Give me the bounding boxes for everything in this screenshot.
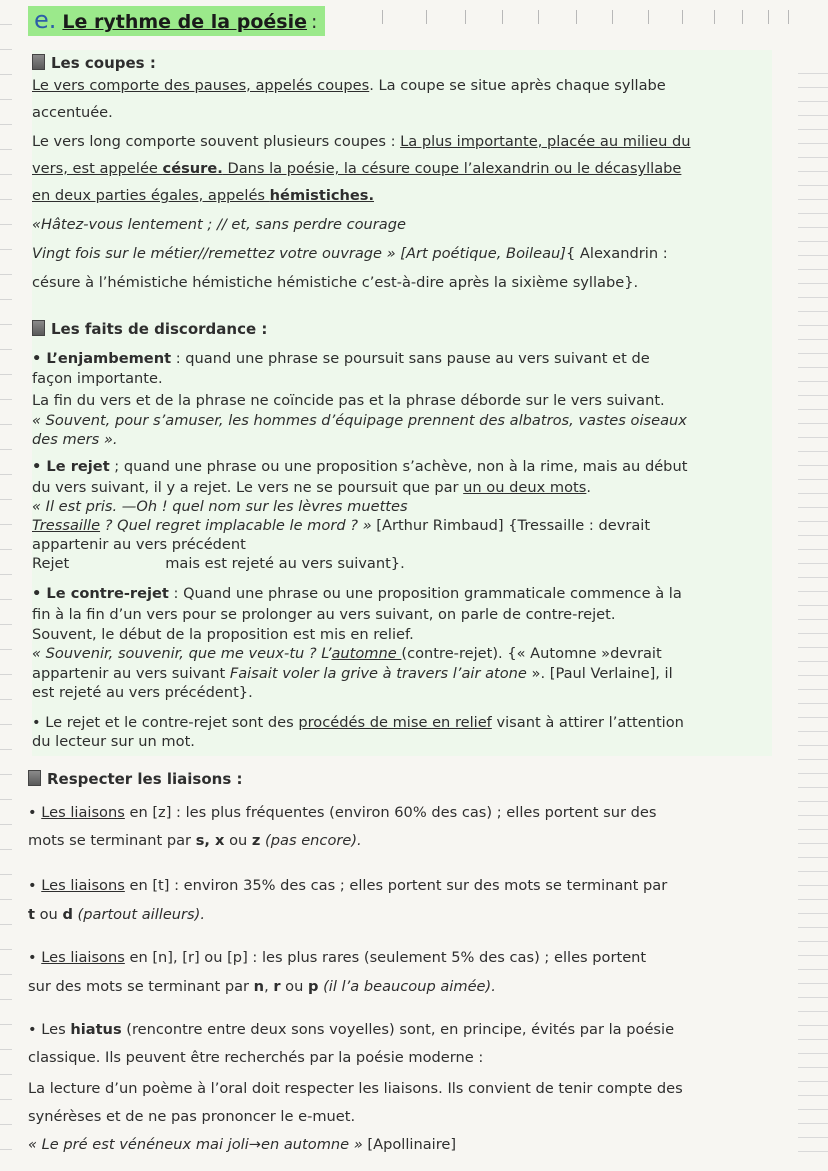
contre-rejet-line-3: Souvent, le début de la proposition est mis en relief. [32,626,414,643]
quote-boileau-1: «Hâtez-vous lentement ; // et, sans perdre courage [32,216,406,233]
enjambement-line-4: « Souvent, pour s’amuser, les hommes d’équipage prennent des albatros, vastes oiseaux [32,412,687,429]
coupes-heading: Les coupes : [32,54,156,72]
liaison-n-line-2: sur des mots se terminant par n, r ou p (il l’a beaucoup aimée). [28,978,496,995]
coupes-line-2: accentuée. [32,104,113,121]
rejet-line-6: Rejet mais est rejeté au vers suivant}. [32,555,405,572]
title-text: Le rythme de la poésie [62,11,307,33]
rejet-line-4: Tressaille ? Quel regret implacable le mord ? » [Arthur Rimbaud] {Tressaille : devrait [32,517,651,534]
title-letter: e. [34,6,57,34]
coupes-line-3: Le vers long comporte souvent plusieurs coupes : La plus importante, placée au milieu du [32,133,691,150]
coupes-line-5: en deux parties égales, appelés hémistiches. [32,187,375,204]
bullet-square-icon [32,54,45,70]
enjambement-line-1: • L’enjambement : quand une phrase se poursuit sans pause au vers suivant et de [32,350,650,367]
liaisons-section [28,764,776,1164]
hiatus-line-5: « Le pré est vénéneux mai joli→en automne » [Apollinaire] [28,1136,457,1153]
rejet-line-3: « Il est pris. —Oh ! quel nom sur les lèvres muettes [32,498,408,515]
hiatus-line-3: La lecture d’un poème à l’oral doit respecter les liaisons. Ils convient de tenir compte des [28,1080,683,1097]
bullet-square-icon [32,320,45,336]
enjambement-line-2: façon importante. [32,370,163,387]
rejet-line-1: • Le rejet ; quand une phrase ou une proposition s’achève, non à la rime, mais au début [32,458,688,475]
contre-rejet-line-5: appartenir au vers suivant Faisait voler la grive à travers l’air atone ». [Paul Verlaine], il [32,665,673,682]
top-ruler [330,6,808,28]
contre-rejet-line-2: fin à la fin d’un vers pour se prolonger au vers suivant, on parle de contre-rejet. [32,606,616,623]
quote-boileau-3: césure à l’hémistiche hémistiche hémistiche c’est-à-dire après la sixième syllabe}. [32,274,639,291]
hiatus-line-2: classique. Ils peuvent être recherchés par la poésie moderne : [28,1049,484,1066]
coupes-line-1: Le vers comporte des pauses, appelés coupes. La coupe se situe après chaque syllabe [32,77,666,94]
hiatus-line-4: synérèses et de ne pas prononcer le e-muet. [28,1108,356,1125]
contre-rejet-line-1: • Le contre-rejet : Quand une phrase ou une proposition grammaticale commence à la [32,585,682,602]
liaisons-heading: Respecter les liaisons : [28,770,243,788]
coupes-line-4: vers, est appelée césure. Dans la poésie, la césure coupe l’alexandrin ou le décasyllabe [32,160,682,177]
right-margin-lines [798,60,828,1160]
highlighted-section [32,50,772,756]
bullet-square-icon [28,770,41,786]
rejet-line-5: appartenir au vers précédent [32,536,246,553]
hiatus-line-1: • Les hiatus (rencontre entre deux sons voyelles) sont, en principe, évités par la poésie [28,1021,675,1038]
rejet-line-2: du vers suivant, il y a rejet. Le vers ne se poursuit que par un ou deux mots. [32,479,592,496]
liaison-z-line-2: mots se terminant par s, x ou z (pas encore). [28,832,362,849]
quote-boileau-2: Vingt fois sur le métier//remettez votre ouvrage » [Art poétique, Boileau]{ Alexandrin : [32,245,668,262]
discordance-heading: Les faits de discordance : [32,320,267,338]
liaison-t-line-2: t ou d (partout ailleurs). [28,906,205,923]
title-colon: : [310,11,318,33]
liaison-z-line-1: • Les liaisons en [z] : les plus fréquentes (environ 60% des cas) ; elles portent sur des [28,804,657,821]
contre-rejet-line-4: « Souvenir, souvenir, que me veux-tu ? L’automne (contre-rejet). {« Automne »devrait [32,645,662,662]
mise-en-relief-line-1: • Le rejet et le contre-rejet sont des procédés de mise en relief visant à attirer l’attention [32,714,684,731]
contre-rejet-line-6: est rejeté au vers précédent}. [32,684,253,701]
enjambement-line-3: La fin du vers et de la phrase ne coïncide pas et la phrase déborde sur le vers suivant. [32,392,665,409]
left-margin-lines [0,0,12,1171]
liaison-t-line-1: • Les liaisons en [t] : environ 35% des cas ; elles portent sur des mots se terminant par [28,877,668,894]
mise-en-relief-line-2: du lecteur sur un mot. [32,733,195,750]
enjambement-line-5: des mers ». [32,431,118,448]
page-title [28,6,325,36]
liaison-n-line-1: • Les liaisons en [n], [r] ou [p] : les plus rares (seulement 5% des cas) ; elles portent [28,949,647,966]
